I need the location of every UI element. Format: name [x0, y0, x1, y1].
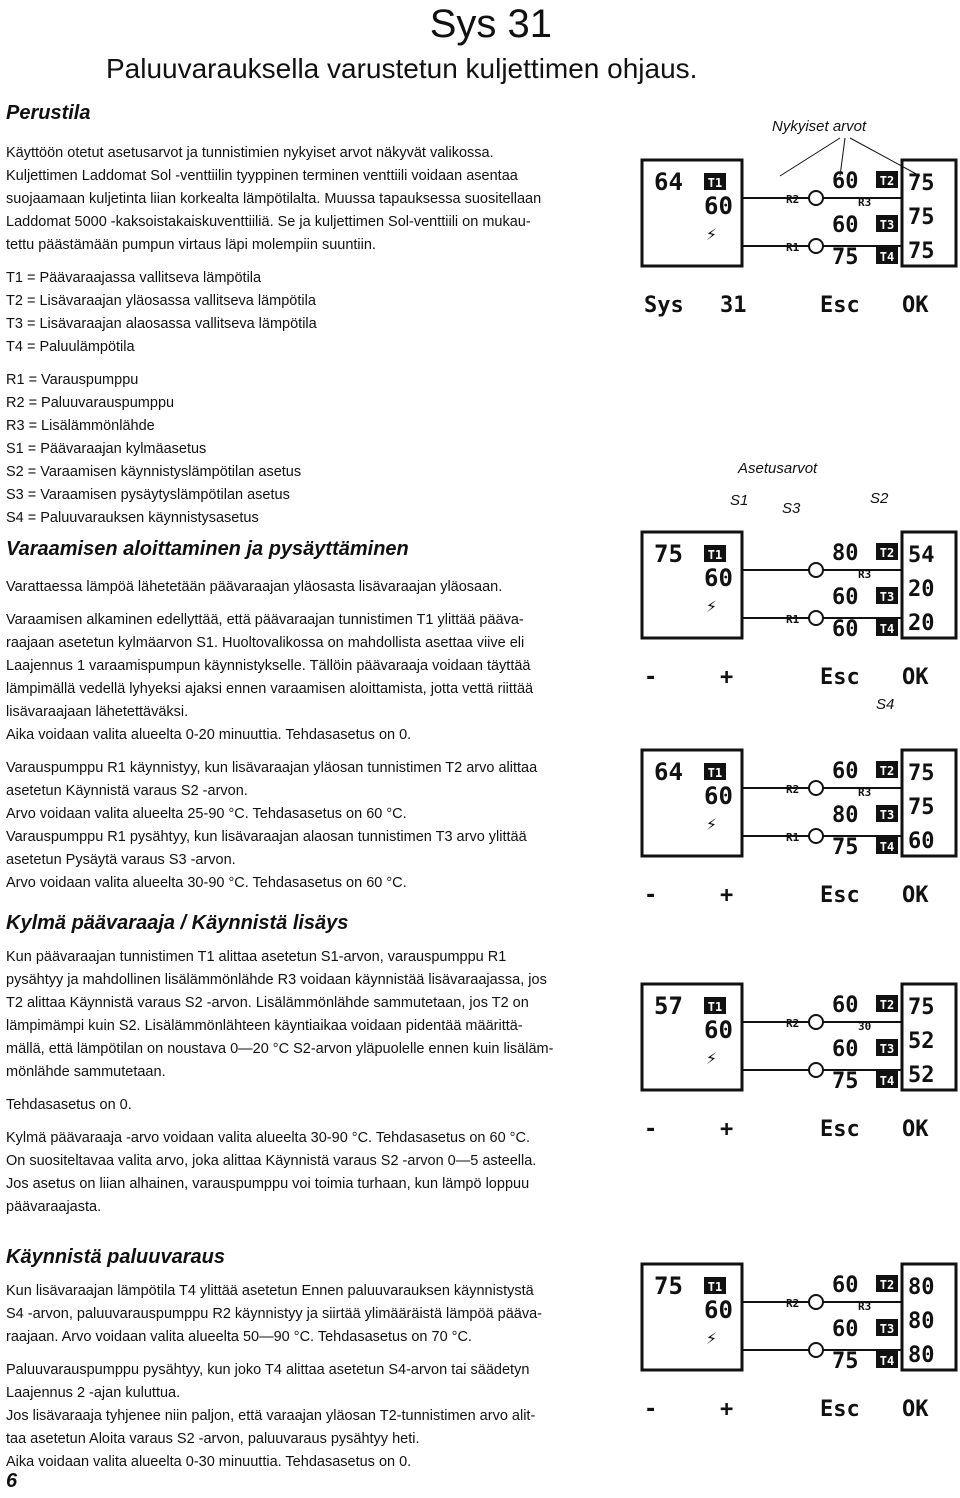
t2-value: 60: [832, 1273, 859, 1298]
sensor-def: T3 = Lisävaraajan alaosassa vallitseva lämpötila: [6, 316, 317, 332]
t4-value: 75: [832, 1349, 859, 1374]
softkey-esc: Esc: [820, 1117, 860, 1142]
text-line: raajaan. Arvo voidaan valita alueelta 50—90 °C. Tehdasasetus on 70 °C.: [6, 1329, 472, 1345]
main-tank-value: 75: [654, 1272, 683, 1300]
text-line: lämpimämpi kuin S2. Lisälämmönlähteen käyntiaikaa voidaan pidentää määrittä-: [6, 1018, 523, 1034]
text-line: lisävaraajaan lähetettäväksi.: [6, 704, 189, 720]
r2-label: R2: [786, 1017, 800, 1030]
t3-label: T3: [879, 1042, 895, 1056]
softkey-1: -: [644, 1117, 658, 1142]
pump-r2-icon: [809, 781, 823, 795]
t3-value: 80: [832, 803, 859, 828]
sensor-def: T1 = Päävaraajassa vallitseva lämpötila: [6, 270, 262, 286]
output-def: R1 = Varauspumppu: [6, 372, 139, 388]
softkey-esc: Esc: [820, 665, 860, 690]
extra-tank-bottom-value: 75: [908, 239, 935, 264]
heading-perustila: Perustila: [6, 102, 91, 124]
r1-label: R1: [786, 831, 800, 844]
main-tank-value: 57: [654, 992, 683, 1020]
text-line: Varaamisen alkaminen edellyttää, että päävaraajan tunnistimen T1 ylittää päävа-: [6, 612, 524, 628]
main-tank-value: 64: [654, 168, 683, 196]
r1-label: R1: [786, 613, 800, 626]
softkey-esc: Esc: [820, 883, 860, 908]
t1-label: T1: [707, 1280, 723, 1294]
extra-tank-bottom-value: 80: [908, 1343, 935, 1368]
r2-label: R2: [786, 193, 800, 206]
s1-value: 60: [704, 1016, 733, 1044]
softkey-esc: Esc: [820, 293, 860, 318]
extra-tank-mid-value: 75: [908, 205, 935, 230]
lcd-svg: [640, 158, 958, 328]
softkey-2: +: [720, 883, 734, 908]
t2-value: 60: [832, 759, 859, 784]
kylma-text: [6, 946, 636, 1219]
text-line: mällä, että lämpötilan on noustava 0—20 °C S2-arvon yläpuolelle ennen kuin lisäläm-: [6, 1041, 554, 1057]
t1-label: T1: [707, 766, 723, 780]
r3-label: R3: [858, 568, 872, 581]
t3-value: 60: [832, 213, 859, 238]
text-line: Käyttöön otetut asetusarvot ja tunnistimien nykyiset arvot näkyvät valikossa.: [6, 145, 494, 161]
heading-kylma: Kylmä päävaraaja / Käynnistä lisäys: [6, 912, 349, 934]
page-subtitle: Paluuvarauksella varustetun kuljettimen ohjaus.: [106, 53, 698, 84]
softkey-2: +: [720, 665, 734, 690]
softkey-2: +: [720, 1397, 734, 1422]
text-line: Kylmä päävaraaja -arvo voidaan valita alueelta 30-90 °C. Tehdasasetus on 60 °C.: [6, 1130, 530, 1146]
text-line: raajaan asetetun kylmäarvon S1. Huoltovalikossa on mahdollista asettaa viive eli: [6, 635, 525, 651]
extra-tank-bottom-value: 52: [908, 1063, 935, 1088]
t4-label: T4: [879, 1074, 895, 1088]
extra-tank-top-value: 75: [908, 761, 935, 786]
annotation-s3: S3: [782, 500, 801, 517]
softkey-ok: OK: [902, 883, 929, 908]
perustila-text: [6, 142, 636, 530]
paluu-text: [6, 1280, 636, 1474]
text-line: lämpimällä vedellä lyhyeksi ajaksi ennen varaamisen aloittamista, jotta vettä riittää: [6, 681, 534, 697]
t2-label: T2: [879, 174, 895, 188]
extra-tank-top-value: 54: [908, 543, 935, 568]
softkey-1: -: [644, 883, 658, 908]
r2-label: R2: [786, 783, 800, 796]
t4-label: T4: [879, 1354, 895, 1368]
extra-tank-top-value: 75: [908, 995, 935, 1020]
text-line: Aika voidaan valita alueelta 0-30 minuuttia. Tehdasasetus on 0.: [6, 1454, 412, 1470]
r3-label: R3: [858, 786, 872, 799]
pump-r1-icon: [809, 1063, 823, 1077]
heading-varaaminen: Varaamisen aloittaminen ja pysäyttäminen: [6, 538, 409, 560]
heater-icon: ⚡: [706, 224, 717, 245]
text-line: Laddomat 5000 -kaksoistakaiskuventtiiliä. Se ja kuljettimen Sol-venttiili on mukau-: [6, 214, 531, 230]
s1-value: 60: [704, 564, 733, 592]
annotation-s4: S4: [876, 696, 895, 713]
t4-label: T4: [879, 840, 895, 854]
lcd-screen-charging-stop: [640, 748, 958, 923]
text-line: Kun päävaraajan tunnistimen T1 alittaa asetetun S1-arvon, varauspumppu R1: [6, 949, 507, 965]
text-line: Varauspumppu R1 pysähtyy, kun lisävaraajan alaosan tunnistimen T3 arvo ylittää: [6, 829, 527, 845]
softkey-2: +: [720, 1117, 734, 1142]
annotation-s1: S1: [730, 492, 749, 509]
t2-label: T2: [879, 764, 895, 778]
output-def: S4 = Paluuvarauksen käynnistysasetus: [6, 510, 259, 526]
t4-value: 75: [832, 1069, 859, 1094]
text-line: asetetun Käynnistä varaus S2 -arvon.: [6, 783, 248, 799]
extra-tank-bottom-value: 60: [908, 829, 935, 854]
s1-value: 60: [704, 782, 733, 810]
extra-tank-mid-value: 80: [908, 1309, 935, 1334]
extra-tank-bottom-value: 20: [908, 611, 935, 636]
pump-r2-icon: [809, 191, 823, 205]
sensor-def: T2 = Lisävaraajan yläosassa vallitseva lämpötila: [6, 293, 316, 309]
t1-label: T1: [707, 1000, 723, 1014]
output-def: S3 = Varaamisen pysäytyslämpötilan asetus: [6, 487, 290, 503]
softkey-ok: OK: [902, 293, 929, 318]
t4-value: 60: [832, 617, 859, 642]
softkey-1: Sys: [644, 293, 684, 318]
output-def: R2 = Paluuvarauspumppu: [6, 395, 175, 411]
t4-value: 75: [832, 835, 859, 860]
t3-value: 60: [832, 1317, 859, 1342]
extra-tank-mid-value: 52: [908, 1029, 935, 1054]
softkey-ok: OK: [902, 1397, 929, 1422]
pump-r1-icon: [809, 829, 823, 843]
softkey-esc: Esc: [820, 1397, 860, 1422]
heater-icon: ⚡: [706, 596, 717, 617]
text-line: Paluuvarauspumppu pysähtyy, kun joko T4 alittaa asetetun S4-arvon tai säädetyn: [6, 1362, 530, 1378]
softkey-1: -: [644, 665, 658, 690]
text-line: suojaamaan kuljetinta liian korkealta lämpötilalta. Muussa tapauksessa suositellaan: [6, 191, 542, 207]
lcd-svg: [640, 530, 958, 700]
t2-label: T2: [879, 1278, 895, 1292]
text-line: T2 alittaa Käynnistä varaus S2 -arvon. Lisälämmönlähde sammutetaan, jos T2 on: [6, 995, 529, 1011]
main-tank-value: 75: [654, 540, 683, 568]
t3-value: 60: [832, 585, 859, 610]
lcd-screen-charging-start: [640, 530, 958, 705]
annotation-current-values: Nykyiset arvot: [772, 118, 867, 135]
annotation-s2: S2: [870, 490, 889, 507]
varaaminen-text: [6, 576, 636, 895]
main-tank-value: 64: [654, 758, 683, 786]
pump-r2-icon: [809, 1015, 823, 1029]
softkey-1: -: [644, 1397, 658, 1422]
output-def: S2 = Varaamisen käynnistyslämpötilan asetus: [6, 464, 302, 480]
text-line: Arvo voidaan valita alueelta 30-90 °C. Tehdasasetus on 60 °C.: [6, 875, 407, 891]
t4-label: T4: [879, 250, 895, 264]
text-line: tettu päästämään pumpun virtaus läpi molempiin suuntiin.: [6, 237, 376, 253]
text-line: Kuljettimen Laddomat Sol -venttiilin tyyppinen terminen venttiili voidaan asentaa: [6, 168, 518, 184]
t3-value: 60: [832, 1037, 859, 1062]
text-line: On suositeltavaa valita arvo, joka alittaa Käynnistä varaus S2 -arvon 0—5 asteella.: [6, 1153, 537, 1169]
text-line: Varattaessa lämpöä lähetetään päävaraajan yläosasta lisävaraajan yläosaan.: [6, 579, 503, 595]
page-number: 6: [6, 1470, 18, 1492]
lcd-svg: [640, 982, 958, 1152]
text-line: Varauspumppu R1 käynnistyy, kun lisävaraajan yläosan tunnistimen T2 arvo alittaa: [6, 760, 538, 776]
r3-label: 30: [858, 1020, 872, 1033]
heater-icon: ⚡: [706, 814, 717, 835]
text-line: taa asetetun Aloita varaus S2 -arvon, paluuvaraus pysähtyy heti.: [6, 1431, 420, 1447]
output-def: S1 = Päävaraajan kylmäasetus: [6, 441, 207, 457]
softkey-ok: OK: [902, 665, 929, 690]
heater-icon: ⚡: [706, 1328, 717, 1349]
text-line: Laajennus 2 -ajan kuluttua.: [6, 1385, 181, 1401]
heading-paluu: Käynnistä paluuvaraus: [6, 1246, 225, 1268]
t2-value: 60: [832, 993, 859, 1018]
s1-value: 60: [704, 1296, 733, 1324]
t1-label: T1: [707, 548, 723, 562]
text-line: Tehdasasetus on 0.: [6, 1097, 132, 1113]
text-line: Laajennus 1 varaamispumpun käynnistykselle. Tällöin päävaraaja voidaan täyttää: [6, 658, 531, 674]
pump-r2-icon: [809, 1295, 823, 1309]
text-line: Arvo voidaan valita alueelta 25-90 °C. Tehdasasetus on 60 °C.: [6, 806, 407, 822]
page-title: Sys 31: [429, 2, 552, 46]
t2-label: T2: [879, 998, 895, 1012]
text-line: S4 -arvon, paluuvarauspumppu R2 käynnistyy ja siirtää ylimääräistä lämpöä päävа-: [6, 1306, 542, 1322]
t3-label: T3: [879, 808, 895, 822]
t4-value: 75: [832, 245, 859, 270]
text-line: asetetun Pysäytä varaus S3 -arvon.: [6, 852, 236, 868]
lcd-screen-cold-tank: [640, 982, 958, 1157]
extra-tank-mid-value: 20: [908, 577, 935, 602]
sensor-def: T4 = Paluulämpötila: [6, 339, 135, 355]
output-def: R3 = Lisälämmönlähde: [6, 418, 155, 434]
text-line: Jos lisävaraaja tyhjenee niin paljon, että varaajan yläosan T2-tunnistimen arvo alit-: [6, 1408, 536, 1424]
text-line: pysähtyy ja mahdollinen lisälämmönlähde R3 voidaan käynnistää lisävaraajassa, jos: [6, 972, 547, 988]
t3-label: T3: [879, 590, 895, 604]
annotation-setpoints: Asetusarvot: [738, 460, 818, 477]
pump-r1-icon: [809, 239, 823, 253]
r3-label: R3: [858, 1300, 872, 1313]
r3-label: R3: [858, 196, 872, 209]
lcd-screen-return-charge: [640, 1262, 958, 1437]
t2-label: T2: [879, 546, 895, 560]
text-line: mönlähde sammutetaan.: [6, 1064, 166, 1080]
pump-r1-icon: [809, 1343, 823, 1357]
lcd-svg: [640, 1262, 958, 1432]
t3-label: T3: [879, 1322, 895, 1336]
text-line: Aika voidaan valita alueelta 0-20 minuuttia. Tehdasasetus on 0.: [6, 727, 412, 743]
extra-tank-top-value: 75: [908, 171, 935, 196]
heater-icon: ⚡: [706, 1048, 717, 1069]
r2-label: R2: [786, 1297, 800, 1310]
s1-value: 60: [704, 192, 733, 220]
text-line: Jos asetus on liian alhainen, varauspumppu voi toimia turhaan, kun lämpö loppuu: [6, 1176, 530, 1192]
pump-r1-icon: [809, 611, 823, 625]
text-line: Kun lisävaraajan lämpötila T4 ylittää asetetun Ennen paluuvarauksen käynnistystä: [6, 1283, 534, 1299]
t2-value: 80: [832, 541, 859, 566]
lcd-screen-basic: [640, 158, 958, 333]
t3-label: T3: [879, 218, 895, 232]
r1-label: R1: [786, 241, 800, 254]
softkey-ok: OK: [902, 1117, 929, 1142]
pump-r2-icon: [809, 563, 823, 577]
extra-tank-top-value: 80: [908, 1275, 935, 1300]
softkey-2: 31: [720, 293, 747, 318]
lcd-svg: [640, 748, 958, 918]
extra-tank-mid-value: 75: [908, 795, 935, 820]
text-line: päävaraajasta.: [6, 1199, 102, 1215]
t1-label: T1: [707, 176, 723, 190]
t2-value: 60: [832, 169, 859, 194]
t4-label: T4: [879, 622, 895, 636]
